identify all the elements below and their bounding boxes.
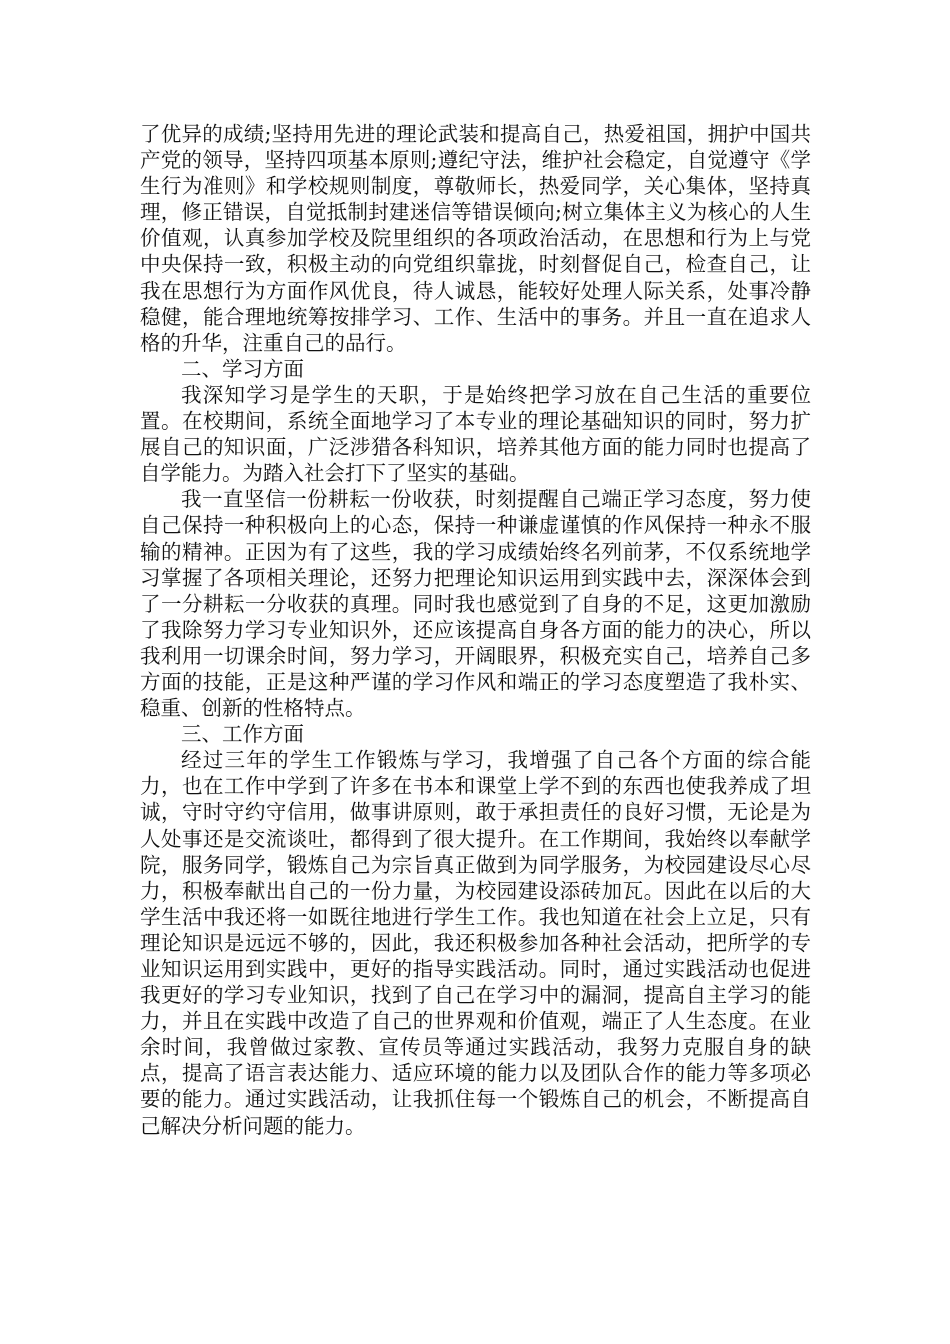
work-paragraph-1: 经过三年的学生工作锻炼与学习，我增强了自己各个方面的综合能力，也在工作中学到了许多在书本和课堂上学不到的东西也使我养成了坦诚，守时守约守信用，做事讲原则，敢于承担责任的良好习惯，无论是为人处事还是交流谈吐，都得到了很大提升。在工作期间，我始终以奉献学院，服务同学，锻炼自己为宗旨真正做到为同学服务，为校园建设尽心尽力，积极奉献出自己的一份力量，为校园建设添砖加瓦。因此在以后的大学生活中我还将一如既往地进行学生工作。我也知道在社会上立足，只有理论知识是远远不够的，因此，我还积极参加各种社会活动，把所学的专业知识运用到实践中，更好的指导实践活动。同时，通过实践活动也促进我更好的学习专业知识，找到了自己在学习中的漏洞，提高自主学习的能力，并且在实践中改造了自己的世界观和价值观，端正了人生态度。在业余时间，我曾做过家教、宣传员等通过实践活动，我努力克服自身的缺点，提高了语言表达能力、适应环境的能力以及团队合作的能力等多项必要的能力。通过实践活动，让我抓住每一个锻炼自己的机会，不断提高自己解决分析问题的能力。 — [140, 748, 811, 1138]
study-paragraph-2: 我一直坚信一份耕耘一份收获，时刻提醒自己端正学习态度，努力使自己保持一种积极向上的心态，保持一种谦虚谨慎的作风保持一种永不服输的精神。正因为有了这些，我的学习成绩始终名列前茅，不仅系统地学习掌握了各项相关理论，还努力把理论知识运用到实践中去，深深体会到了一分耕耘一分收获的真理。同时我也感觉到了自身的不足，这更加激励了我除努力学习专业知识外，还应该提高自身各方面的能力的决心，所以我利用一切课余时间，努力学习，开阔眼界，积极充实自己，培养自己多方面的技能，正是这种严谨的学习作风和端正的学习态度塑造了我朴实、稳重、创新的性格特点。 — [140, 487, 811, 721]
document-page — [140, 121, 811, 1139]
study-paragraph-1: 我深知学习是学生的天职，于是始终把学习放在自己生活的重要位置。在校期间，系统全面地学习了本专业的理论基础知识的同时，努力扩展自己的知识面，广泛涉猎各科知识，培养其他方面的能力同时也提高了自学能力。为踏入社会打下了坚实的基础。 — [140, 382, 811, 486]
continuation-paragraph: 了优异的成绩;坚持用先进的理论武装和提高自己，热爱祖国，拥护中国共产党的领导，坚持四项基本原则;遵纪守法，维护社会稳定，自觉遵守《学生行为准则》和学校规则制度，尊敬师长，热爱同学，关心集体，坚持真理，修正错误，自觉抵制封建迷信等错误倾向;树立集体主义为核心的人生价值观，认真参加学校及院里组织的各项政治活动，在思想和行为上与党中央保持一致，积极主动的向党组织靠拢，时刻督促自己，检查自己，让我在思想行为方面作风优良，待人诚恳，能较好处理人际关系，处事冷静稳健，能合理地统筹按排学习、工作、生活中的事务。并且一直在追求人格的升华，注重自己的品行。 — [140, 122, 811, 355]
section-heading-work: 三、工作方面 — [181, 722, 304, 747]
section-heading-study: 二、学习方面 — [181, 356, 304, 381]
